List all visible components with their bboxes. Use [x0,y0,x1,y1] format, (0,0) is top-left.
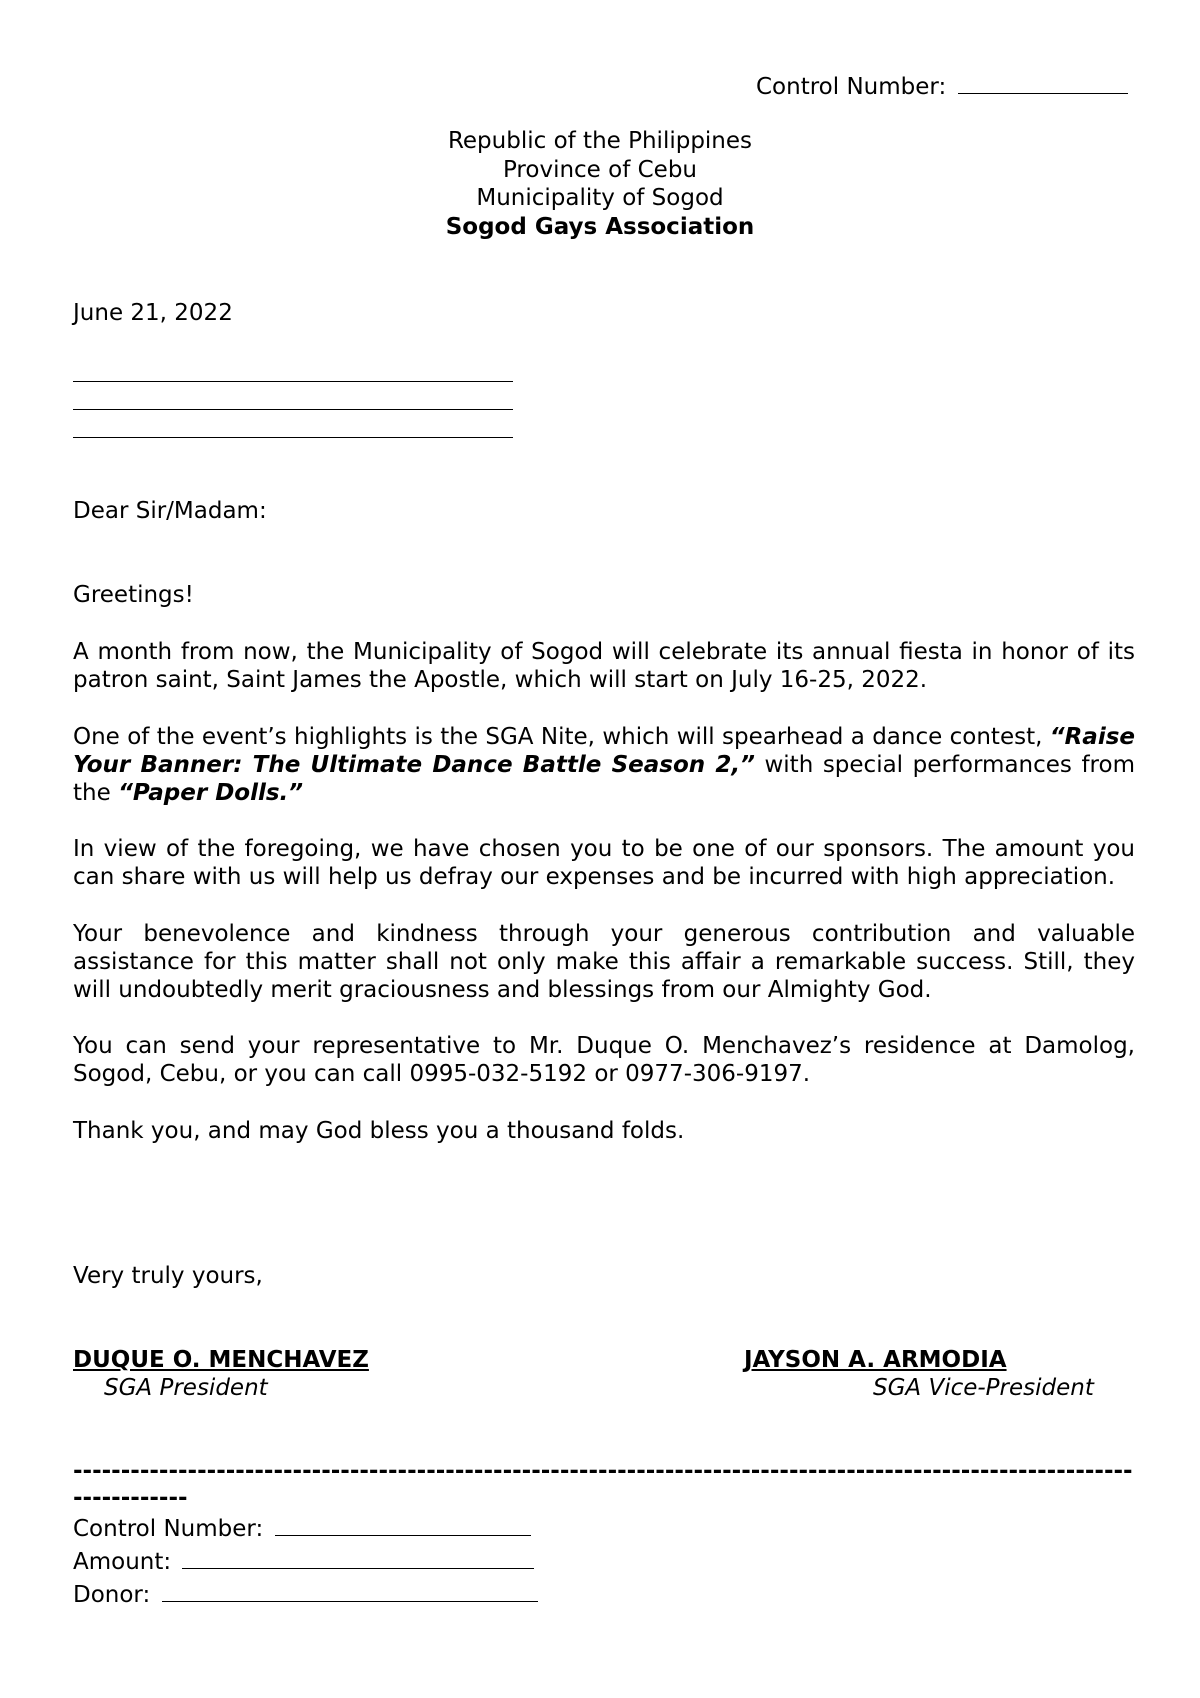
control-number-top [756,71,1128,101]
paragraph-fiesta: A month from now, the Municipality of Sogod will celebrate its annual fiesta in honor of its patron saint, Saint James the Apostle, which will start on July 16-25, 2022. [73,639,1135,693]
control-number-label: Control Number: [756,74,947,100]
paragraph-benevolence: Your benevolence and kindness through your generous contribution and valuable assistance for this matter shall not only make this affair a remarkable success. Still, they will undoubtedly merit graciousness and blessings from our Almighty God. [73,920,1135,1003]
slip-amount-label: Amount: [73,1549,172,1575]
addressee-line-3[interactable] [73,437,513,438]
header-republic: Republic of the Philippines [447,128,753,154]
slip-control-label: Control Number: [73,1516,264,1542]
slip-donor-blank[interactable] [162,1579,538,1602]
letter-body [73,638,1135,1173]
signatory-vice-president-title: SGA Vice-President [873,1375,1094,1401]
signatory-president-name: DUQUE O. MENCHAVEZ [73,1347,369,1373]
cut-line: --------------------------------------------------------------------------------------------------------------------------- [73,1458,1133,1511]
paper-dolls-title: “Paper Dolls.” [118,779,304,806]
header-municipality: Municipality of Sogod [476,185,724,212]
highlights-text-b: with special performances from the [73,751,1135,806]
salutation: Dear Sir/Madam: [73,498,267,524]
slip-control-blank[interactable] [275,1513,531,1536]
paragraph-thanks: Thank you, and may God bless you a thousand folds. [73,1117,685,1144]
contest-title: “Raise Your Banner: The Ultimate Dance Battle Season 2,” [73,723,1135,778]
greeting: Greetings! [73,582,194,608]
addressee-line-1[interactable] [73,381,513,382]
slip-amount [73,1546,534,1576]
header-province: Province of Cebu [502,156,698,183]
signatory-president-title: SGA President [104,1375,268,1401]
slip-amount-blank[interactable] [182,1546,534,1569]
header-organization: Sogod Gays Association [445,213,755,240]
letter-date: June 21, 2022 [73,300,233,326]
paragraph-sponsors: In view of the foregoing, we have chosen you to be one of our sponsors. The amount you can share with us will help us defray our expenses and be incurred with high appreciation. [73,836,1135,890]
paragraph-contact: You can send your representative to Mr. Duque O. Menchavez’s residence at Damolog, Sogod, Cebu, or you can call 0995-032-5192 or 0977-306-9197. [73,1033,1135,1087]
slip-donor [73,1579,538,1609]
closing: Very truly yours, [73,1263,263,1289]
control-number-blank[interactable] [958,71,1128,94]
letterhead [0,127,1200,241]
highlights-text-a: One of the event’s highlights is the SGA Nite, which will spearhead a dance contest, [73,723,1043,750]
paragraph-highlights [73,723,1135,807]
slip-donor-label: Donor: [73,1582,151,1608]
signatory-vice-president-name: JAYSON A. ARMODIA [744,1347,1007,1373]
addressee-line-2[interactable] [73,409,513,410]
slip-control-number [73,1513,531,1543]
